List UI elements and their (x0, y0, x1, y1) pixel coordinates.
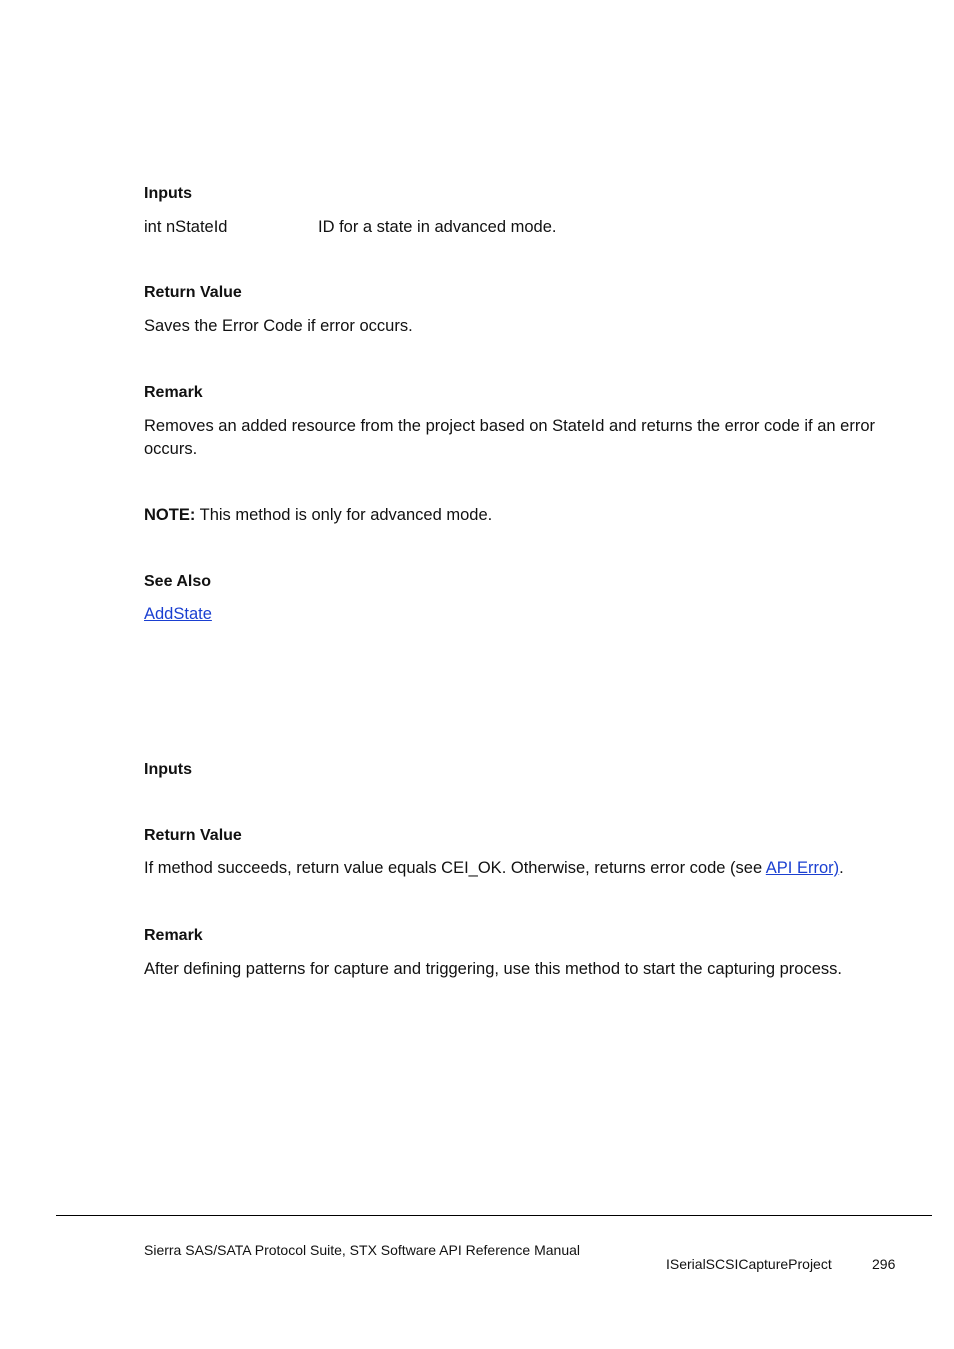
param-description: ID for a state in advanced mode. (318, 218, 557, 236)
footer-page-number: 296 (872, 1256, 896, 1272)
return-text-after: . (839, 859, 844, 877)
return-value-heading: Return Value (144, 284, 242, 301)
api-error-link[interactable]: API Error) (765, 859, 840, 877)
remark-heading: Remark (144, 384, 203, 401)
footer-section-name: ISerialSCSICaptureProject (666, 1256, 832, 1272)
inputs-heading-2: Inputs (144, 761, 192, 778)
note-paragraph (144, 506, 492, 525)
return-value-text: Saves the Error Code if error occurs. (144, 317, 413, 335)
footer-rule (56, 1215, 932, 1216)
addstate-link[interactable]: AddState (144, 605, 212, 623)
return-text-before: If method succeeds, return value equals CEI_OK. Otherwise, returns error code (see (144, 859, 766, 877)
note-text: This method is only for advanced mode. (195, 506, 493, 524)
remark-heading-2: Remark (144, 927, 203, 944)
footer-manual-title: Sierra SAS/SATA Protocol Suite, STX Software API Reference Manual (144, 1242, 581, 1258)
see-also-heading: See Also (144, 573, 211, 590)
remark-text-2: After defining patterns for capture and triggering, use this method to start the capturing process. (144, 960, 842, 978)
inputs-heading: Inputs (144, 185, 192, 202)
return-value-heading-2: Return Value (144, 827, 242, 844)
remark-text: Removes an added resource from the project based on StateId and returns the error code if an error occurs. (144, 417, 875, 458)
param-name: int nStateId (144, 218, 228, 236)
return-value-text-2 (144, 859, 844, 878)
note-label: NOTE: (144, 506, 196, 524)
